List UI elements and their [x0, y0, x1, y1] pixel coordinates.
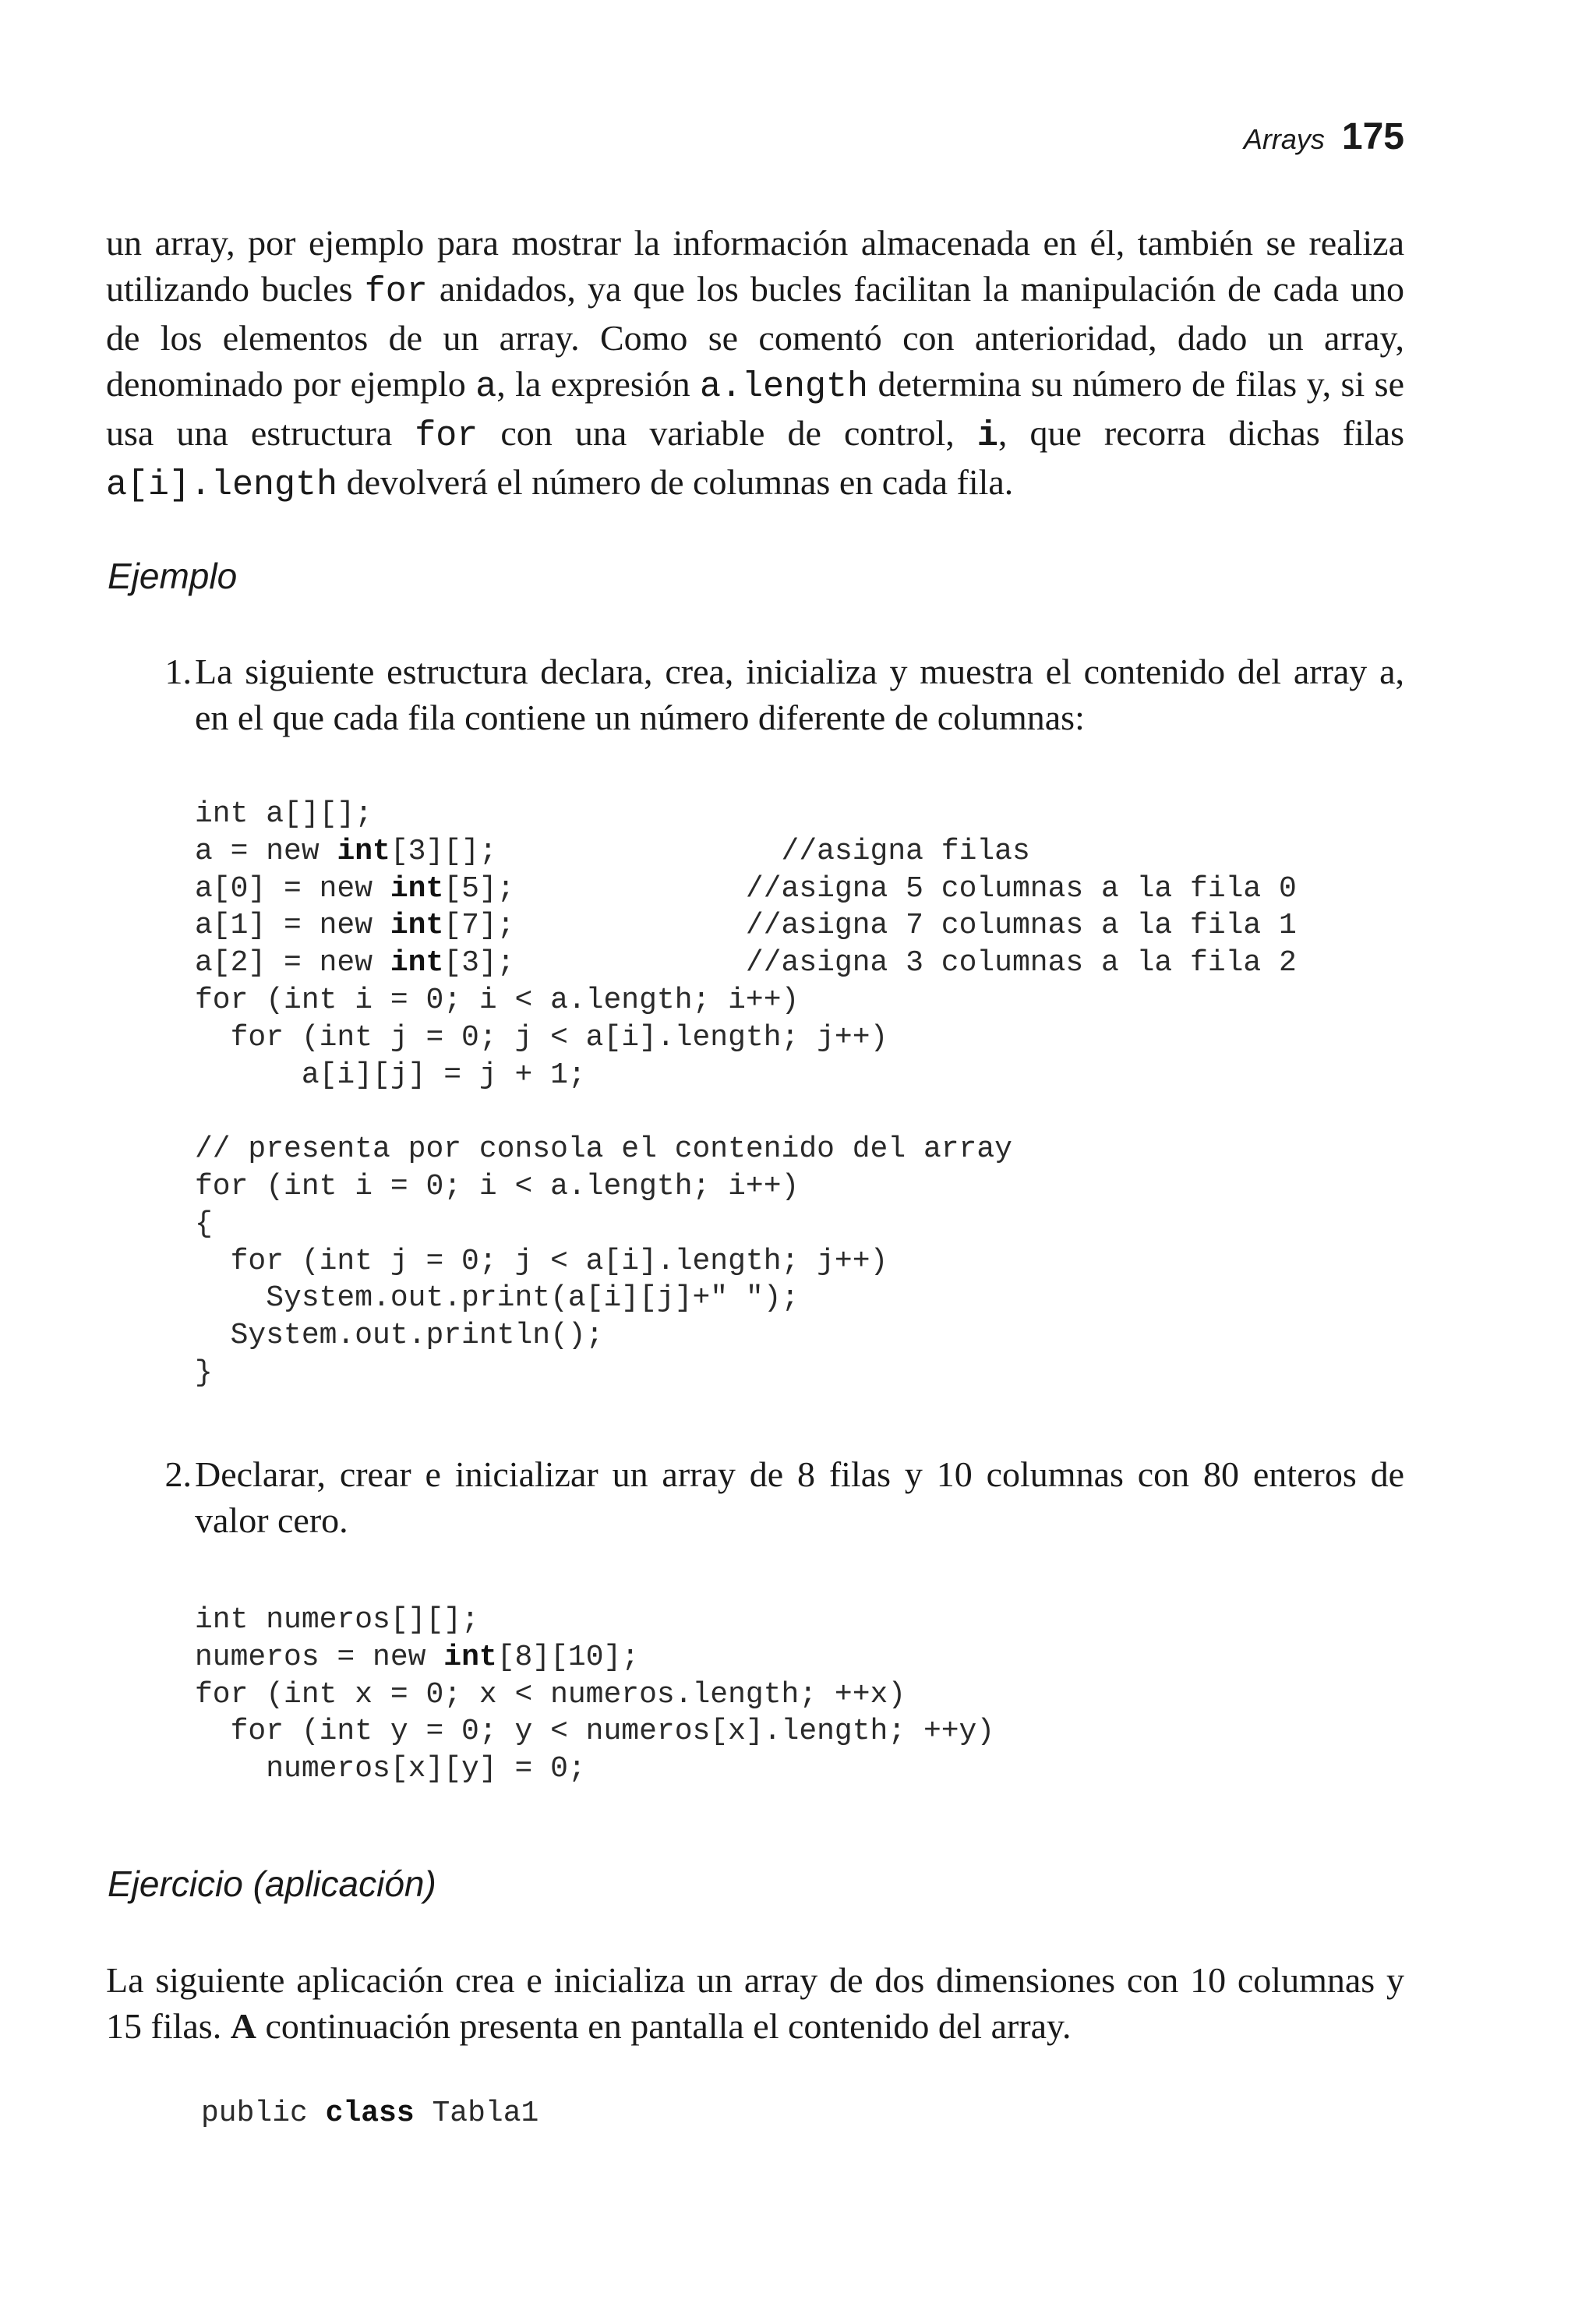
code-line: [195, 1356, 213, 1390]
code-text: for (int j = 0; j < a[i].length; j++): [195, 1020, 888, 1055]
ejercicio-paragraph: La siguiente aplicación crea e inicializa un array de dos dimensiones con 10 columnas y 15 filas. A continuación presenta en pantalla el contenido del array.: [106, 1960, 1404, 2046]
code-block-ejercicio: [201, 2095, 538, 2132]
item-number: 2.: [164, 1454, 192, 1494]
code-text: for (int i = 0; i < a.length; i++): [195, 983, 800, 1017]
inline-code-ai-length: a[i].length: [106, 465, 338, 505]
inline-code-a: a: [475, 367, 497, 407]
code-block-example-1: [195, 796, 1297, 1392]
code-block-example-2: [195, 1602, 994, 1788]
code-text: System.out.print(a[i][j]+" ");: [195, 1281, 800, 1316]
item-number: 1.: [164, 652, 192, 691]
code-line: [195, 1641, 639, 1674]
code-line: [195, 1058, 586, 1092]
code-text: a[i][j] = j + 1;: [195, 1058, 586, 1092]
code-line: [195, 1715, 994, 1748]
code-text: {: [195, 1206, 213, 1241]
inline-code-i: i: [976, 416, 998, 456]
code-text: // presenta por consola el contenido del array: [195, 1132, 1012, 1167]
code-line: [195, 984, 799, 1017]
item-text: Declarar, crear e inicializar un array de 8 filas y 10 columnas con 80 enteros de valor cero.: [195, 1454, 1404, 1540]
code-line: [195, 1319, 604, 1352]
code-line: [195, 909, 1297, 942]
code-text: [8][10];: [496, 1640, 640, 1674]
code-line: [201, 2097, 538, 2130]
code-line: [195, 1678, 906, 1712]
item-text: La siguiente estructura declara, crea, inicializa y muestra el contenido del array a, en el que cada fila contiene un número diferente de columnas:: [195, 652, 1404, 737]
code-text: [5]; //asigna 5 columnas a la fila 0: [443, 871, 1297, 906]
code-text: int a[][];: [195, 797, 373, 831]
code-line: [195, 835, 1030, 868]
code-text: a[2] = new: [195, 946, 390, 980]
code-keyword: int: [443, 1640, 497, 1674]
code-text: public: [201, 2097, 326, 2130]
code-text: for (int i = 0; i < a.length; i++): [195, 1169, 800, 1203]
code-line: [195, 1245, 888, 1278]
code-line: [195, 1021, 888, 1055]
heading-ejercicio: Ejercicio (aplicación): [108, 1864, 436, 1904]
code-text: for (int j = 0; j < a[i].length; j++): [195, 1244, 888, 1278]
code-line: [195, 946, 1297, 980]
code-text: Tabla1: [414, 2097, 539, 2130]
running-header-title: Arrays: [1243, 123, 1325, 155]
code-keyword: class: [325, 2097, 415, 2130]
page-header: [1244, 115, 1404, 158]
code-keyword: int: [390, 946, 444, 980]
code-line: [195, 1207, 213, 1241]
code-line: [195, 1132, 1012, 1166]
code-text: a[0] = new: [195, 871, 390, 906]
code-text: for (int x = 0; x < numeros.length; ++x): [195, 1677, 906, 1712]
code-text: System.out.println();: [195, 1319, 604, 1353]
heading-ejemplo: Ejemplo: [108, 556, 238, 596]
code-text: numeros = new: [195, 1640, 444, 1674]
code-keyword: int: [390, 871, 444, 906]
code-text: }: [195, 1355, 213, 1390]
code-line: [195, 872, 1297, 906]
code-text: int numeros[][];: [195, 1603, 479, 1637]
code-text: numeros[x][y] = 0;: [195, 1752, 586, 1786]
code-text: [3][]; //asigna filas: [390, 834, 1030, 868]
code-text: a[1] = new: [195, 909, 390, 943]
code-text: a = new: [195, 834, 337, 868]
code-text: [3]; //asigna 3 columnas a la fila 2: [443, 946, 1297, 980]
intro-paragraph: un array, por ejemplo para mostrar la información almacenada en él, también se realiza utilizando bucles for anidados, ya que los bucles facilitan la manipulación de cada uno de los elementos de un array. Como se comentó con anterioridad, dado un array, denominado por ejemplo a, la expresión a.length determina su número de filas y, si se usa una estructura for con una variable de control, i, que recorra dichas filas a[i].length devolverá el número de columnas en cada fila.: [106, 223, 1404, 505]
code-line: [195, 797, 373, 831]
code-line: [195, 1281, 799, 1315]
inline-code-for-2: for: [415, 416, 478, 456]
inline-code-for: for: [364, 272, 428, 312]
code-keyword: int: [337, 834, 390, 868]
code-line: [195, 1752, 586, 1786]
inline-code-a-length: a.length: [700, 367, 869, 407]
code-text: for (int y = 0; y < numeros[x].length; ++y): [195, 1715, 995, 1749]
code-text: [7]; //asigna 7 columnas a la fila 1: [443, 909, 1297, 943]
code-line: [195, 1170, 799, 1203]
code-line: [195, 1603, 479, 1637]
example-item-2: [153, 1451, 1404, 1543]
code-keyword: int: [390, 909, 444, 943]
page-number: 175: [1341, 116, 1404, 157]
example-item-1: [153, 648, 1404, 740]
